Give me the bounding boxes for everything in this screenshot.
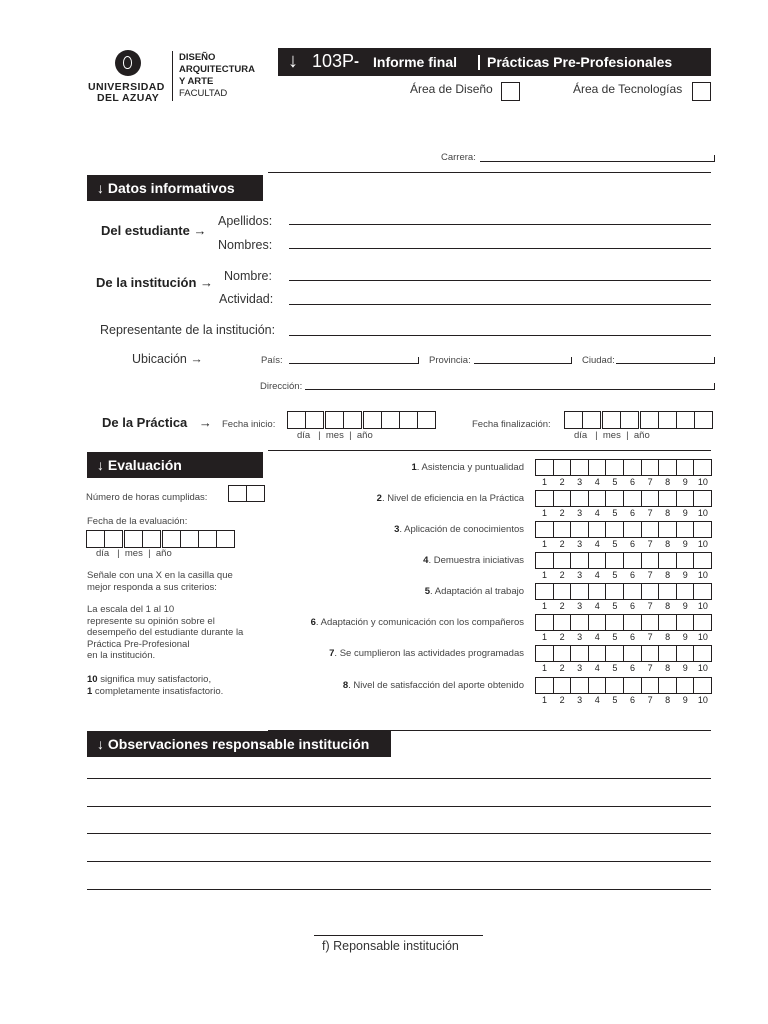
rating-box[interactable] — [658, 552, 677, 569]
fecha-eval-label: Fecha de la evaluación: — [87, 516, 188, 527]
rating-scale-number: 10 — [697, 477, 708, 487]
area-diseno-checkbox[interactable] — [501, 82, 520, 101]
rating-scale-number: 10 — [697, 539, 708, 549]
form-title: Informe final — [373, 54, 458, 70]
rating-box[interactable] — [676, 645, 695, 662]
date-digit-box[interactable] — [162, 530, 181, 548]
faculty-line2: ARQUITECTURA — [179, 64, 255, 75]
observaciones-line-2[interactable] — [87, 806, 711, 807]
rating-scale-number: 5 — [612, 539, 618, 549]
rating-scale-number: 5 — [612, 508, 618, 518]
horas-label: Número de horas cumplidas: — [86, 492, 208, 503]
rating-scale-number: 9 — [682, 508, 688, 518]
rating-box[interactable] — [641, 459, 660, 476]
rating-box[interactable] — [553, 583, 572, 600]
rating-scale-number: 8 — [665, 695, 671, 705]
rating-box[interactable] — [693, 521, 712, 538]
rating-scale-number: 10 — [697, 695, 708, 705]
arrow-right-icon: → — [193, 223, 207, 238]
rating-box[interactable] — [588, 490, 607, 507]
rating-scale-number: 6 — [629, 663, 635, 673]
arrow-down-icon: ↓ — [97, 180, 104, 196]
rating-scale-number: 1 — [541, 477, 547, 487]
rating-scale-number: 3 — [577, 570, 583, 580]
rating-box[interactable] — [553, 552, 572, 569]
rating-scale-number: 4 — [594, 508, 600, 518]
rating-box[interactable] — [553, 614, 572, 631]
form-sep: - — [354, 53, 359, 70]
rating-scale-number: 7 — [647, 570, 653, 580]
rating-box[interactable] — [588, 677, 607, 694]
rating-scale-number: 4 — [594, 477, 600, 487]
rating-scale-number: 7 — [647, 539, 653, 549]
faculty-line1: DISEÑO — [179, 52, 216, 63]
criterion-label: 7. Se cumplieron las actividades programadas — [329, 648, 524, 659]
rating-scale-number: 7 — [647, 663, 653, 673]
field-end-tick — [571, 357, 572, 364]
rating-scale-number: 7 — [647, 508, 653, 518]
rating-box[interactable] — [623, 645, 642, 662]
rating-box[interactable] — [693, 583, 712, 600]
rating-box[interactable] — [676, 490, 695, 507]
date-digit-box[interactable] — [142, 530, 161, 548]
rating-scale-number: 5 — [612, 601, 618, 611]
instructions-1: Señale con una X en la casilla que mejor responda a sus criterios: — [87, 570, 233, 593]
rating-box[interactable] — [535, 677, 554, 694]
carrera-label: Carrera: — [441, 152, 476, 163]
rating-box[interactable] — [553, 645, 572, 662]
rating-box[interactable] — [605, 490, 624, 507]
rating-box[interactable] — [641, 645, 660, 662]
rating-scale-number: 8 — [665, 539, 671, 549]
rating-box[interactable] — [588, 583, 607, 600]
rating-scale-number: 1 — [541, 570, 547, 580]
observaciones-section-header — [87, 731, 391, 757]
rating-scale-number: 1 — [541, 695, 547, 705]
university-logo — [88, 48, 263, 104]
rating-scale-number: 9 — [682, 601, 688, 611]
rating-scale-number: 3 — [577, 695, 583, 705]
observaciones-line-5[interactable] — [87, 889, 711, 890]
rating-box[interactable] — [676, 583, 695, 600]
observaciones-line-3[interactable] — [87, 833, 711, 834]
date-digit-box[interactable] — [564, 411, 583, 429]
rating-box[interactable] — [535, 552, 554, 569]
criterion-label: 1. Asistencia y puntualidad — [411, 462, 524, 473]
rating-box[interactable] — [623, 583, 642, 600]
rating-scale-number: 4 — [594, 632, 600, 642]
rating-scale-number: 6 — [629, 570, 635, 580]
rating-box[interactable] — [658, 521, 677, 538]
rating-scale-number: 1 — [541, 601, 547, 611]
date-digit-box[interactable] — [381, 411, 400, 429]
rating-scale-number: 9 — [682, 539, 688, 549]
rating-box[interactable] — [570, 645, 589, 662]
date-digit-box[interactable] — [124, 530, 143, 548]
emblem-icon — [115, 50, 141, 76]
nombre-label: Nombre: — [224, 269, 272, 283]
criterion-label: 6. Adaptación y comunicación con los compañeros — [310, 617, 524, 628]
field-end-tick — [714, 357, 715, 364]
date-digit-box[interactable] — [287, 411, 306, 429]
rating-box[interactable] — [676, 677, 695, 694]
university-name-line2: DEL AZUAY — [97, 92, 160, 104]
rating-scale-number: 5 — [612, 477, 618, 487]
rating-box[interactable] — [570, 521, 589, 538]
rating-scale-number: 8 — [665, 570, 671, 580]
rating-scale-number: 4 — [594, 663, 600, 673]
rating-scale-number: 9 — [682, 632, 688, 642]
rating-box[interactable] — [553, 459, 572, 476]
rating-box[interactable] — [605, 645, 624, 662]
rating-scale-number: 2 — [559, 539, 565, 549]
evaluacion-title: Evaluación — [107, 457, 182, 473]
date-digit-box[interactable] — [582, 411, 601, 429]
rating-box[interactable] — [535, 521, 554, 538]
rating-box[interactable] — [588, 645, 607, 662]
rating-box[interactable] — [605, 459, 624, 476]
criterion-label: 3. Aplicación de conocimientos — [394, 524, 524, 535]
observaciones-line-4[interactable] — [87, 861, 711, 862]
area-tecnologias-checkbox[interactable] — [692, 82, 711, 101]
arrow-right-icon: → — [198, 415, 212, 430]
nombre-field[interactable] — [289, 280, 711, 281]
nombres-label: Nombres: — [218, 238, 273, 252]
criterion-label: 2. Nivel de eficiencia en la Práctica — [376, 493, 524, 504]
arrow-down-icon: ↓ — [97, 736, 104, 752]
rating-scale-number: 3 — [577, 477, 583, 487]
date-digit-box[interactable] — [658, 411, 677, 429]
rating-box[interactable] — [658, 490, 677, 507]
date-digit-box[interactable] — [180, 530, 199, 548]
rating-box[interactable] — [693, 490, 712, 507]
rating-scale-number: 3 — [577, 632, 583, 642]
date-digit-box[interactable] — [676, 411, 695, 429]
rating-box[interactable] — [588, 459, 607, 476]
rating-scale-number: 4 — [594, 601, 600, 611]
instructions-2: La escala del 1 al 10 represente su opinión sobre el desempeño del estudiante durante la Práctica Pre-Profesional en la institución. — [87, 604, 244, 661]
apellidos-label: Apellidos: — [218, 214, 273, 228]
date-digit-box[interactable] — [602, 411, 621, 429]
rating-box[interactable] — [641, 677, 660, 694]
rating-scale-number: 7 — [647, 632, 653, 642]
rating-scale-number: 7 — [647, 695, 653, 705]
rating-box[interactable] — [658, 459, 677, 476]
date-digit-box[interactable] — [620, 411, 639, 429]
rating-box[interactable] — [535, 614, 554, 631]
rating-scale-number: 1 — [541, 508, 547, 518]
pais-field[interactable] — [289, 363, 419, 364]
date-digit-box[interactable] — [325, 411, 344, 429]
rating-box[interactable] — [658, 614, 677, 631]
rating-box[interactable] — [676, 552, 695, 569]
rating-box[interactable] — [693, 614, 712, 631]
direccion-field[interactable] — [305, 389, 715, 390]
rating-scale-number: 4 — [594, 539, 600, 549]
rating-scale-number: 3 — [577, 663, 583, 673]
rating-scale-number: 3 — [577, 601, 583, 611]
datos-title: Datos informativos — [107, 180, 235, 196]
rating-box[interactable] — [623, 614, 642, 631]
logo-divider — [172, 51, 173, 101]
practica-label: De la Práctica → — [102, 415, 212, 430]
rating-scale-number: 5 — [612, 663, 618, 673]
rating-box[interactable] — [623, 521, 642, 538]
ciudad-label: Ciudad: — [582, 355, 615, 366]
rating-box[interactable] — [693, 645, 712, 662]
rating-scale-number: 3 — [577, 508, 583, 518]
rating-scale-number: 5 — [612, 570, 618, 580]
field-end-tick — [714, 155, 715, 162]
arrow-down-icon: ↓ — [97, 457, 104, 473]
rating-scale-number: 6 — [629, 601, 635, 611]
observaciones-title: Observaciones responsable institución — [107, 736, 370, 752]
rating-scale-number: 6 — [629, 508, 635, 518]
rating-scale-number: 8 — [665, 663, 671, 673]
rating-box[interactable] — [535, 583, 554, 600]
fecha-fin-captions: día | mes | año — [574, 430, 650, 441]
rating-box[interactable] — [693, 459, 712, 476]
rating-box[interactable] — [553, 677, 572, 694]
rating-box[interactable] — [570, 459, 589, 476]
institucion-label: De la institución → — [96, 275, 214, 290]
rating-scale-number: 7 — [647, 601, 653, 611]
rating-scale-number: 3 — [577, 539, 583, 549]
fecha-inicio-label: Fecha inicio: — [222, 419, 276, 430]
rating-box[interactable] — [535, 645, 554, 662]
rating-scale-number: 1 — [541, 632, 547, 642]
rating-box[interactable] — [676, 521, 695, 538]
signature-label: f) Reponsable institución — [322, 939, 459, 953]
carrera-field[interactable] — [480, 161, 715, 162]
rating-box[interactable] — [623, 459, 642, 476]
rating-scale-number: 8 — [665, 508, 671, 518]
rating-box[interactable] — [658, 645, 677, 662]
criterion-label: 5. Adaptación al trabajo — [424, 586, 524, 597]
rating-scale-number: 5 — [612, 632, 618, 642]
date-digit-box[interactable] — [363, 411, 382, 429]
actividad-label: Actividad: — [219, 292, 274, 306]
ubicacion-label: Ubicación → — [132, 352, 203, 366]
rating-box[interactable] — [605, 552, 624, 569]
date-digit-box[interactable] — [86, 530, 105, 548]
instructions-3: 10 significa muy satisfactorio, 1 completamente insatisfactorio. — [87, 674, 224, 697]
date-digit-box[interactable] — [343, 411, 362, 429]
rating-scale-number: 2 — [559, 663, 565, 673]
rating-box[interactable] — [641, 521, 660, 538]
rating-scale-number: 1 — [541, 539, 547, 549]
pais-label: País: — [261, 355, 283, 366]
rating-box[interactable] — [676, 614, 695, 631]
date-digit-box[interactable] — [640, 411, 659, 429]
section-divider — [268, 172, 711, 173]
observaciones-line-1[interactable] — [87, 778, 711, 779]
date-digit-box[interactable] — [104, 530, 123, 548]
estudiante-label: Del estudiante → — [101, 223, 207, 238]
apellidos-field[interactable] — [289, 224, 711, 225]
arrow-right-icon: → — [190, 352, 203, 366]
date-digit-box[interactable] — [399, 411, 418, 429]
fecha-fin-label: Fecha finalización: — [472, 419, 551, 430]
rating-scale-number: 10 — [697, 570, 708, 580]
rating-scale-number: 10 — [697, 508, 708, 518]
rating-scale-number: 2 — [559, 477, 565, 487]
rating-box[interactable] — [693, 677, 712, 694]
area-tecnologias-label: Área de Tecnologías — [573, 82, 683, 96]
rating-scale-number: 9 — [682, 695, 688, 705]
rating-box[interactable] — [623, 490, 642, 507]
rating-box[interactable] — [588, 521, 607, 538]
direccion-label: Dirección: — [260, 381, 303, 392]
rating-box[interactable] — [605, 521, 624, 538]
rating-box[interactable] — [641, 583, 660, 600]
rating-scale-number: 4 — [594, 570, 600, 580]
rating-box[interactable] — [553, 490, 572, 507]
rating-box[interactable] — [605, 677, 624, 694]
form-code: 103P — [312, 51, 355, 71]
ciudad-field[interactable] — [616, 363, 715, 364]
arrow-down-icon: ↓ — [288, 50, 298, 72]
area-diseno-label: Área de Diseño — [410, 82, 493, 96]
rating-scale-number: 8 — [665, 601, 671, 611]
rating-box[interactable] — [588, 614, 607, 631]
rating-box[interactable] — [623, 677, 642, 694]
rating-scale-number: 9 — [682, 477, 688, 487]
provincia-field[interactable] — [474, 363, 572, 364]
rating-box[interactable] — [553, 521, 572, 538]
rating-box[interactable] — [570, 552, 589, 569]
rating-scale-number: 2 — [559, 570, 565, 580]
rating-box[interactable] — [623, 552, 642, 569]
rating-scale-number: 10 — [697, 632, 708, 642]
university-name-line1: UNIVERSIDAD — [88, 81, 165, 93]
rating-box[interactable] — [535, 459, 554, 476]
field-end-tick — [714, 383, 715, 390]
rating-scale-number: 4 — [594, 695, 600, 705]
rating-scale-number: 10 — [697, 601, 708, 611]
rating-box[interactable] — [588, 552, 607, 569]
rating-scale-number: 6 — [629, 539, 635, 549]
rating-scale-number: 2 — [559, 632, 565, 642]
fecha-eval-captions: día | mes | año — [96, 548, 172, 559]
section-divider — [268, 450, 711, 451]
actividad-field[interactable] — [289, 304, 711, 305]
rating-box[interactable] — [658, 677, 677, 694]
rating-scale-number: 1 — [541, 663, 547, 673]
rating-scale-number: 6 — [629, 632, 635, 642]
provincia-label: Provincia: — [429, 355, 471, 366]
rating-box[interactable] — [641, 490, 660, 507]
rating-scale-number: 2 — [559, 508, 565, 518]
rating-scale-number: 2 — [559, 601, 565, 611]
title-divider — [478, 55, 480, 70]
faculty-line3: Y ARTE — [179, 76, 214, 87]
nombres-field[interactable] — [289, 248, 711, 249]
criterion-label: 8. Nivel de satisfacción del aporte obtenido — [342, 680, 524, 691]
arrow-right-icon: → — [200, 275, 214, 290]
signature-line[interactable] — [314, 935, 483, 936]
field-end-tick — [418, 357, 419, 364]
datos-section-header — [87, 175, 263, 201]
form-title-bar — [278, 48, 711, 76]
date-digit-box[interactable] — [305, 411, 324, 429]
representante-label: Representante de la institución: — [100, 323, 276, 337]
fecha-inicio-captions: día | mes | año — [297, 430, 373, 441]
rating-box[interactable] — [570, 490, 589, 507]
rating-box[interactable] — [605, 614, 624, 631]
rating-scale-number: 5 — [612, 695, 618, 705]
rating-scale-number: 8 — [665, 632, 671, 642]
rating-scale-number: 6 — [629, 695, 635, 705]
representante-field[interactable] — [289, 335, 711, 336]
date-digit-box[interactable] — [417, 411, 436, 429]
rating-box[interactable] — [641, 552, 660, 569]
rating-scale-number: 9 — [682, 570, 688, 580]
form-subtitle: Prácticas Pre-Profesionales — [487, 54, 673, 70]
date-digit-box[interactable] — [694, 411, 713, 429]
rating-box[interactable] — [535, 490, 554, 507]
rating-box[interactable] — [605, 583, 624, 600]
date-digit-box[interactable] — [198, 530, 217, 548]
rating-scale-number: 6 — [629, 477, 635, 487]
rating-box[interactable] — [570, 677, 589, 694]
rating-box[interactable] — [658, 583, 677, 600]
rating-box[interactable] — [570, 614, 589, 631]
criterion-label: 4. Demuestra iniciativas — [423, 555, 524, 566]
rating-scale-number: 2 — [559, 695, 565, 705]
rating-box[interactable] — [641, 614, 660, 631]
faculty-line4: FACULTAD — [179, 88, 228, 99]
rating-scale-number: 8 — [665, 477, 671, 487]
rating-box[interactable] — [676, 459, 695, 476]
rating-box[interactable] — [570, 583, 589, 600]
rating-scale-number: 10 — [697, 663, 708, 673]
rating-scale-number: 9 — [682, 663, 688, 673]
rating-box[interactable] — [693, 552, 712, 569]
rating-scale-number: 7 — [647, 477, 653, 487]
